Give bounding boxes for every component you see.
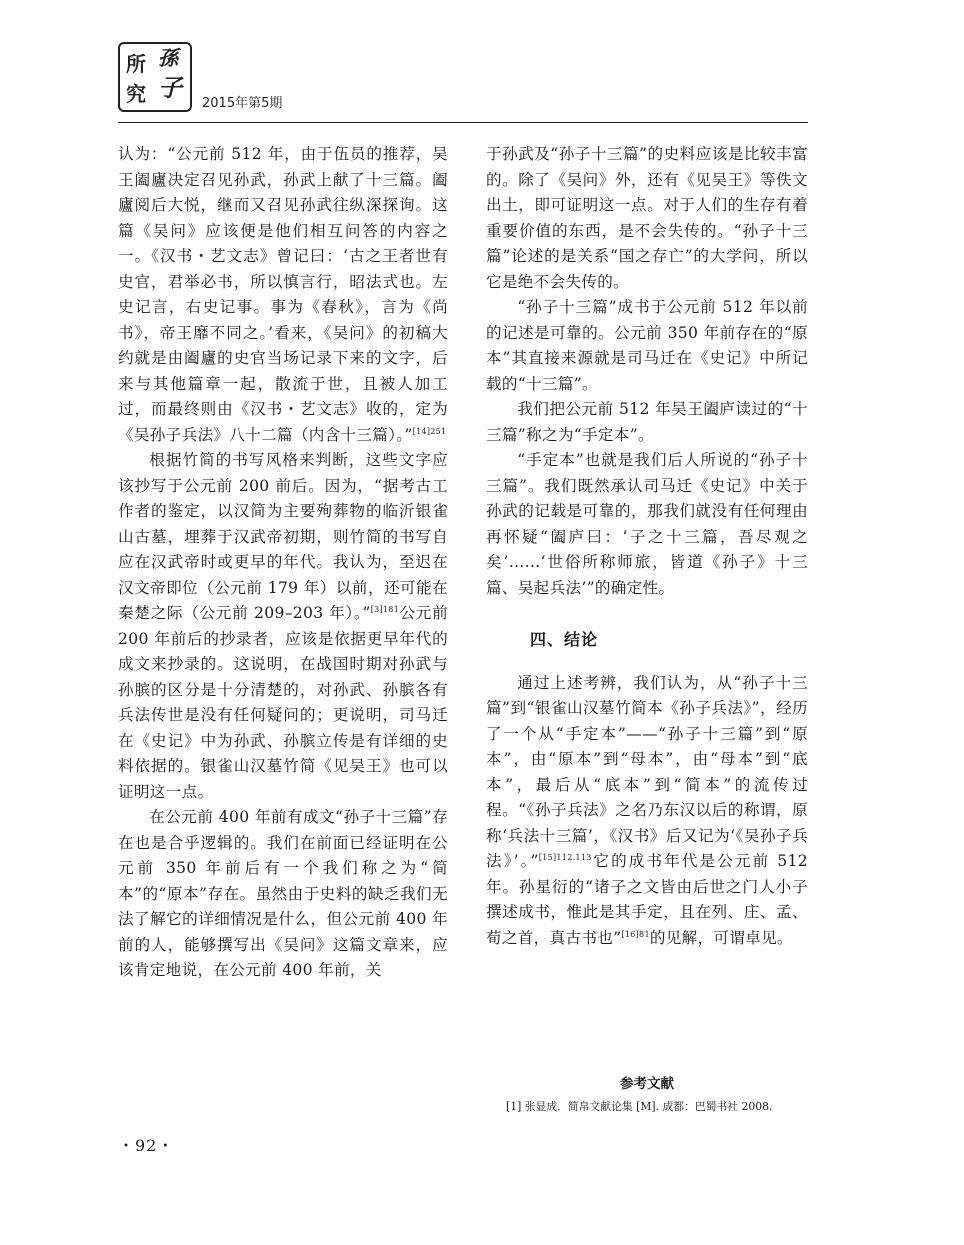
paragraph-text: 根据竹简的书写风格来判断，这些文字应该抄写于公元前 200 前后。因为，“据考古工作者的鉴定，以汉简为主要殉葬物的临沂银雀山古墓，埋葬于汉武帝初期，则竹简的书写自应在汉武帝时或更早的年代。我认为，至迟在汉文帝即位（公元前 179 年）以前，还可能在秦楚之际（公元前 209–203 年）。”	[118, 451, 448, 622]
paragraph: 我们把公元前 512 年吴王阖庐读过的“十三篇”称之为“手定本”。	[486, 400, 808, 444]
logo-char: 所	[126, 52, 146, 76]
paragraph-text: 认为：“公元前 512 年，由于伍员的推荐，吴王阖廬决定召见孙武，孙武上献了十三篇。阖廬阅后大悦，继而又召见孙武往纵深探询。这篇《吴问》应该便是他们相互问答的内容之一。《汉书・艺文志》曾记曰：‘古之王者世有史官，君举必书，所以慎言行，昭法式也。左史记言，右史记事。事为《春秋》，言为《尚书》，帝王靡不同之。’看来，《吴问》的初稿大约就是由阖廬的史官当场记录下来的文字，后来与其他篇章一起，散流于世，且被人加工过，而最终则由《汉书・艺文志》收的，定为《吴孙子兵法》八十二篇（内含十三篇）。”	[118, 145, 448, 444]
left-column	[118, 142, 448, 984]
paragraph-text: 公元前 200 年前后的抄录者，应该是依据更早年代的成文来抄录的。这说明，在战国时期对孙武与孙膑的区分是十分清楚的，对孙武、孙膑各有兵法传世是没有任何疑问的；更说明，司马迁在《史记》中为孙武、孙膑立传是有详细的史料依据的。银雀山汉墓竹简《见吴王》也可以证明这一点。	[118, 604, 448, 801]
section-title: 四、结论	[530, 630, 599, 649]
paragraph	[118, 448, 448, 805]
paragraph: “孙子十三篇”成书于公元前 512 年以前的记述是可靠的。公元前 350 年前存在的“原本”其直接来源就是司马迁在《史记》中所记载的“十三篇”。	[486, 298, 808, 393]
paragraph	[118, 142, 448, 448]
citation: [14]251	[412, 426, 447, 436]
reference-item: [1] 张显成．简帛文献论集 [M]. 成都：巴蜀书社 2008.	[506, 1100, 773, 1113]
journal-logo	[118, 42, 192, 112]
logo-char: 孫	[158, 46, 178, 70]
paragraph-text: 的见解，可谓卓见。	[649, 928, 793, 947]
header-rule	[118, 122, 808, 123]
page-number: ・92・	[118, 1136, 175, 1155]
paragraph-text: 它的成书年代是公元前 512 年。孙星衍的“诸子之文皆由后世之门人小子撰述成书，惟此是其手定，且在列、庄、孟、荀之首，真古书也”	[486, 852, 808, 947]
citation: [3]181	[370, 605, 400, 614]
citation: [15]112.113	[538, 853, 592, 862]
conclusion-paragraph	[486, 671, 808, 952]
paragraph: “手定本”也就是我们后人所说的“孙子十三篇”。我们既然承认司马迁《史记》中关于孙武的记载是可靠的，那我们就没有任何理由再怀疑“阖庐曰：‘子之十三篇，吾尽观之矣’……‘世俗所称师旅，皆道《孙子》十三篇、吴起兵法’”的确定性。	[486, 451, 808, 597]
journal-header	[118, 42, 808, 118]
logo-char: 子	[158, 74, 182, 102]
issue-label: 2015年第5期	[202, 96, 283, 111]
paragraph: 在公元前 400 年前有成文“孙子十三篇”存在也是合乎逻辑的。我们在前面已经证明在公元前 350 年前后有一个我们称之为“简本”的“原本”存在。虽然由于史料的缺乏我们无法了解它的详细情况是什么，但公元前 400 年前的人，能够撰写出《吴问》这篇文章来，应该肯定地说，在公元前 400 年前，关	[118, 808, 448, 979]
paragraph: 于孙武及“孙子十三篇”的史料应该是比较丰富的。除了《吴问》外，还有《见吴王》等佚文出土，即可证明这一点。对于人们的生存有着重要价值的东西，是不会失传的。“孙子十三篇”论述的是关系“国之存亡”的大学问，所以它是绝不会失传的。	[486, 145, 808, 291]
logo-char: 究	[126, 82, 146, 106]
references-title: 参考文献	[620, 1076, 674, 1092]
right-column	[486, 142, 808, 951]
citation: [16]81	[621, 929, 650, 939]
paragraph-text: 通过上述考辨，我们认为，从“孙子十三篇”到“银雀山汉墓竹简本《孙子兵法》”，经历了一个从“手定本”——“孙子十三篇”到“原本”，由“原本”到“母本”，由“母本”到“底本”，最后从“底本”到“简本”的流传过程。“《孙子兵法》之名乃东汉以后的称谓，原称‘兵法十三篇’，《汉书》后又记为‘《吴孙子兵法》’。”	[486, 673, 808, 870]
